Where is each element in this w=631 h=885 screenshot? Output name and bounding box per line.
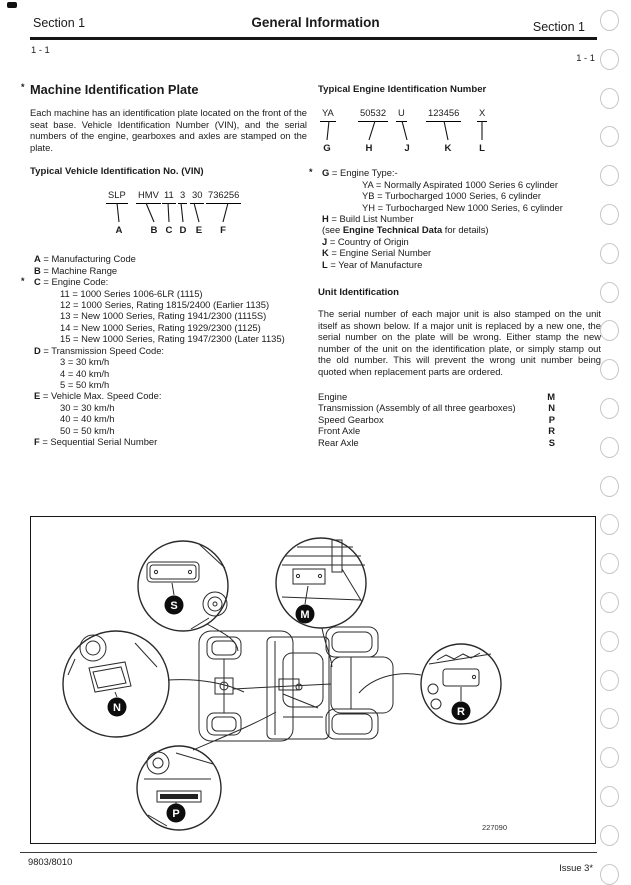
code-def-d: D = Transmission Speed Code:: [34, 344, 165, 356]
engine-segment-h: 50532: [358, 107, 388, 121]
build-list-note: (see Engine Technical Data for details): [322, 224, 489, 236]
vin-segment-d: 3: [178, 189, 187, 203]
unit-code-table: [318, 391, 555, 448]
engine-code-list: [309, 167, 601, 270]
engine-letter-h: H: [365, 143, 373, 155]
engine-letter-l: L: [479, 143, 485, 155]
unit-row-rear-axle: Rear Axle S: [318, 436, 555, 448]
vin-segment-f: 736256: [206, 189, 241, 203]
speed-option: 40 = 40 km/h: [60, 413, 115, 425]
engine-code-option: 14 = New 1000 Series, Rating 1929/2300 (1125): [60, 321, 261, 333]
punch-hole: [600, 165, 619, 186]
punch-hole: [600, 398, 619, 419]
header-rule: [30, 37, 597, 40]
vin-code-list: [21, 253, 307, 447]
punch-hole: [600, 747, 619, 768]
punch-hole: [600, 592, 619, 613]
code-def-h: H = Build List Number: [322, 213, 414, 225]
engine-code-option: 15 = New 1000 Series, Rating 1947/2300 (Later 1135): [60, 333, 285, 345]
speed-option: 30 = 30 km/h: [60, 401, 115, 413]
punch-hole: [600, 320, 619, 341]
unit-row-front-axle: Front Axle R: [318, 425, 555, 437]
engine-code-option: 13 = New 1000 Series, Rating 1941/2300 (1115S): [60, 310, 267, 322]
vin-heading: Typical Vehicle Identification No. (VIN): [30, 166, 204, 178]
punch-hole: [600, 282, 619, 303]
right-column: [309, 84, 601, 448]
code-def-e: E = Vehicle Max. Speed Code:: [34, 390, 162, 402]
engine-code-option: 12 = 1000 Series, Rating 1815/2400 (Earlier 1135): [60, 299, 270, 311]
revision-mark: *: [21, 276, 25, 287]
publication-number: 9803/8010: [28, 856, 73, 867]
punch-hole: [600, 476, 619, 497]
transmission-option: 4 = 40 km/h: [60, 367, 110, 379]
vin-number-diagram: [30, 183, 307, 245]
engine-segment-l: X: [477, 107, 487, 121]
vin-letter-b: B: [150, 225, 158, 237]
engine-letter-k: K: [444, 143, 452, 155]
vin-letter-e: E: [195, 225, 203, 237]
code-def-l: L = Year of Manufacture: [322, 258, 423, 270]
unit-row-engine: Engine M: [318, 390, 555, 402]
code-def-a: A = Manufacturing Code: [34, 253, 136, 265]
engine-segment-j: U: [396, 107, 407, 121]
vin-segment-a: SLP: [106, 189, 128, 203]
revision-mark: *: [21, 82, 25, 92]
revision-mark: *: [309, 167, 313, 178]
punch-hole: [600, 49, 619, 70]
page-number-right: 1 - 1: [576, 52, 595, 63]
section-title: * Machine Identification Plate: [21, 82, 199, 97]
unit-id-paragraph: The serial number of each major unit is also stamped on the unit itself as shown below. If a major unit is replaced by a new one, the serial number on the plate will be wrong. Either stamp the new number of the unit on the identification plate, or simply stamp out the old number. This will prevent the wrong unit number being quoted when replacement parts are ordered.: [318, 308, 601, 377]
figure-number: 227090: [482, 823, 508, 832]
punch-hole: [600, 437, 619, 458]
punch-hole: [600, 514, 619, 535]
engine-segment-k: 123456: [426, 107, 461, 121]
engine-letter-g: G: [323, 143, 331, 155]
punch-hole: [600, 204, 619, 225]
punch-hole: [600, 670, 619, 691]
speed-option: 50 = 50 km/h: [60, 424, 115, 436]
issue-number: Issue 3*: [559, 862, 593, 873]
code-def-b: B = Machine Range: [34, 264, 118, 276]
punch-hole: [600, 88, 619, 109]
unit-location-illustration: [31, 517, 595, 843]
unit-row-speed-gearbox: Speed Gearbox P: [318, 413, 555, 425]
vin-segment-c: 11: [162, 189, 176, 203]
page-number-left: 1 - 1: [31, 44, 50, 55]
code-def-j: J = Country of Origin: [322, 235, 409, 247]
unit-id-heading: Unit Identification: [318, 287, 400, 299]
vin-letter-f: F: [220, 225, 226, 237]
engine-type-option: YA = Normally Aspirated 1000 Series 6 cylinder: [362, 178, 559, 190]
callout-letter-n: N: [113, 702, 121, 714]
code-def-f: F = Sequential Serial Number: [34, 435, 158, 447]
vin-letter-a: A: [115, 225, 123, 237]
header-section-right: Section 1: [532, 20, 585, 34]
callout-letter-p: P: [172, 808, 180, 820]
footer-rule: [20, 852, 597, 853]
punch-hole: [600, 864, 619, 885]
vin-segment-e: 30: [190, 189, 204, 203]
transmission-option: 3 = 30 km/h: [60, 356, 110, 368]
punch-hole: [600, 359, 619, 380]
punch-hole: [600, 126, 619, 147]
engine-segment-g: YA: [320, 107, 336, 121]
callout-letter-m: M: [300, 609, 310, 621]
engine-code-option: 11 = 1000 Series 1006-6LR (1115): [60, 287, 203, 299]
vin-leader-lines: [30, 202, 307, 224]
code-def-k: K = Engine Serial Number: [322, 247, 432, 259]
punch-hole: [600, 243, 619, 264]
punch-hole: [600, 825, 619, 846]
engine-leader-lines: [318, 120, 601, 142]
callout-letter-r: R: [457, 706, 465, 718]
intro-paragraph: Each machine has an identification plate located on the front of the seat base. Vehicle Identification Number (VIN), and the serial numbers of the engine, gearboxes and axles are stamped on the plate.: [30, 107, 307, 153]
code-def-c: * C = Engine Code:: [21, 276, 109, 288]
code-def-g: * G = Engine Type:-: [309, 167, 398, 179]
vin-letter-c: C: [165, 225, 173, 237]
page-title: General Information: [251, 15, 380, 30]
unit-location-figure: [30, 516, 596, 844]
engine-type-option: YH = Turbocharged New 1000 Series, 6 cylinder: [362, 201, 563, 213]
unit-row-transmission: Transmission (Assembly of all three gearboxes) N: [318, 402, 555, 414]
punch-hole: [600, 631, 619, 652]
engine-type-option: YB = Turbocharged 1000 Series, 6 cylinder: [362, 190, 542, 202]
punch-hole: [600, 708, 619, 729]
left-column: [21, 82, 307, 447]
engine-letter-j: J: [404, 143, 410, 155]
engine-number-diagram: [318, 101, 601, 157]
punch-hole: [600, 553, 619, 574]
header-section-left: Section 1: [33, 16, 86, 30]
callout-letter-s: S: [170, 600, 178, 612]
scan-artifact: [7, 2, 17, 8]
transmission-option: 5 = 50 km/h: [60, 378, 110, 390]
engine-id-heading: Typical Engine Identification Number: [318, 84, 487, 95]
punch-hole: [600, 786, 619, 807]
vin-segment-b: HMV: [136, 189, 161, 203]
vin-letter-d: D: [179, 225, 187, 237]
